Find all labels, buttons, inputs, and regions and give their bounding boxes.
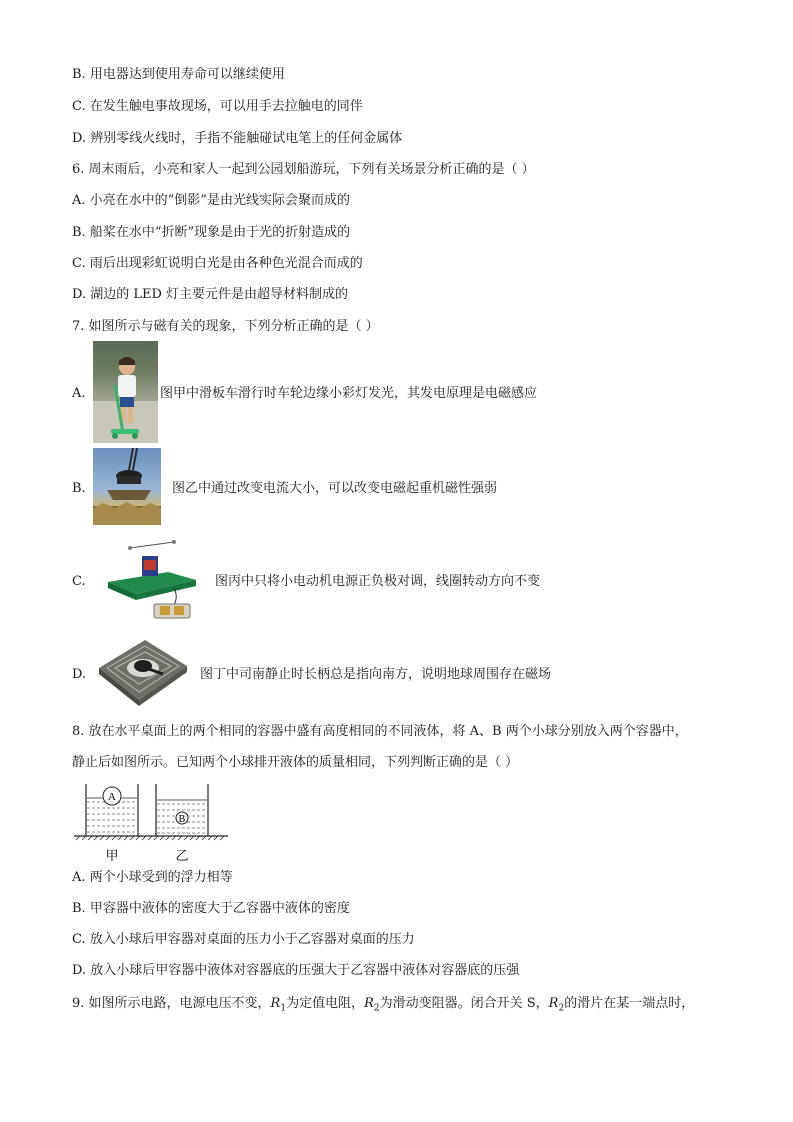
r2-symbol-2: R <box>548 996 559 1011</box>
q5-option-d: D. 辨别零线火线时，手指不能触碰试电笔上的任何金属体 <box>72 131 403 146</box>
q5-option-c: C. 在发生触电事故现场，可以用手去拉触电的同伴 <box>72 99 363 114</box>
q7-option-c-text: 图丙中只将小电动机电源正负极对调，线圈转动方向不变 <box>215 574 541 589</box>
q7-photo-electromagnet-crane <box>93 448 161 525</box>
q7-option-c-letter: C. <box>72 574 86 589</box>
q8-stem-line-1: 8. 放在水平桌面上的两个相同的容器中盛有高度相同的不同液体，将 A、B 两个小球分别放入两个容器中， <box>72 724 688 739</box>
q8-option-a: A. 两个小球受到的浮力相等 <box>72 870 233 885</box>
q6-option-d: D. 湖边的 LED 灯主要元件是由超导材料制成的 <box>72 287 349 302</box>
q8-option-b: B. 甲容器中液体的密度大于乙容器中液体的密度 <box>72 901 350 916</box>
container-jia-label: 甲 <box>105 848 119 863</box>
q9-mid1: 为定值电阻， <box>286 996 365 1011</box>
q7-photo-electric-motor <box>104 538 204 624</box>
container-yi-label: 乙 <box>175 848 189 863</box>
r2-subscript-2: 2 <box>558 1003 565 1014</box>
r2-subscript: 2 <box>373 1003 380 1014</box>
q6-option-b: B. 船桨在水中“折断”现象是由于光的折射造成的 <box>72 225 351 240</box>
container-yi <box>156 784 208 836</box>
q6-option-a: A. 小亮在水中的“倒影”是由光线实际会聚而成的 <box>72 193 350 208</box>
q7-stem: 7. 如图所示与磁有关的现象，下列分析正确的是（ ） <box>72 319 379 334</box>
q8-option-d: D. 放入小球后甲容器中液体对容器底的压强大于乙容器中液体对容器底的压强 <box>72 963 520 978</box>
q7-photo-scooter-boy <box>93 341 158 443</box>
q7-photo-sinan-compass <box>93 634 190 708</box>
q8-stem-line-2: 静止后如图所示。已知两个小球排开液体的质量相同，下列判断正确的是（ ） <box>72 755 519 770</box>
q8-diagram-containers <box>72 780 230 864</box>
r1-symbol: R <box>270 996 281 1011</box>
q7-option-d-letter: D. <box>72 667 87 682</box>
q5-option-b: B. 用电器达到使用寿命可以继续使用 <box>72 67 285 82</box>
q6-stem: 6. 周末雨后，小亮和家人一起到公园划船游玩，下列有关场景分析正确的是（ ） <box>72 162 535 177</box>
q7-option-a-letter: A. <box>72 386 86 401</box>
q8-option-c: C. 放入小球后甲容器对桌面的压力小于乙容器对桌面的压力 <box>72 932 415 947</box>
r2-symbol: R <box>364 996 374 1011</box>
q7-option-a-text: 图甲中滑板车滑行时车轮边缘小彩灯发光，其发电原理是电磁感应 <box>160 386 538 401</box>
ball-b-label: B <box>178 814 186 825</box>
q9-suffix: 的滑片在某一端点时， <box>564 996 695 1011</box>
q9-stem <box>72 995 694 1018</box>
q9-prefix: 9. 如图所示电路，电源电压不变， <box>72 996 271 1011</box>
q7-option-d-text: 图丁中司南静止时长柄总是指向南方，说明地球周围存在磁场 <box>200 667 552 682</box>
q7-option-b-text: 图乙中通过改变电流大小，可以改变电磁起重机磁性强弱 <box>172 481 498 496</box>
q6-option-c: C. 雨后出现彩虹说明白光是由各种色光混合而成的 <box>72 256 363 271</box>
q7-option-b-letter: B. <box>72 481 86 496</box>
q9-mid2: 为滑动变阻器。闭合开关 S， <box>379 996 549 1011</box>
r1-subscript: 1 <box>280 1003 287 1014</box>
ball-a-label: A <box>108 791 116 803</box>
